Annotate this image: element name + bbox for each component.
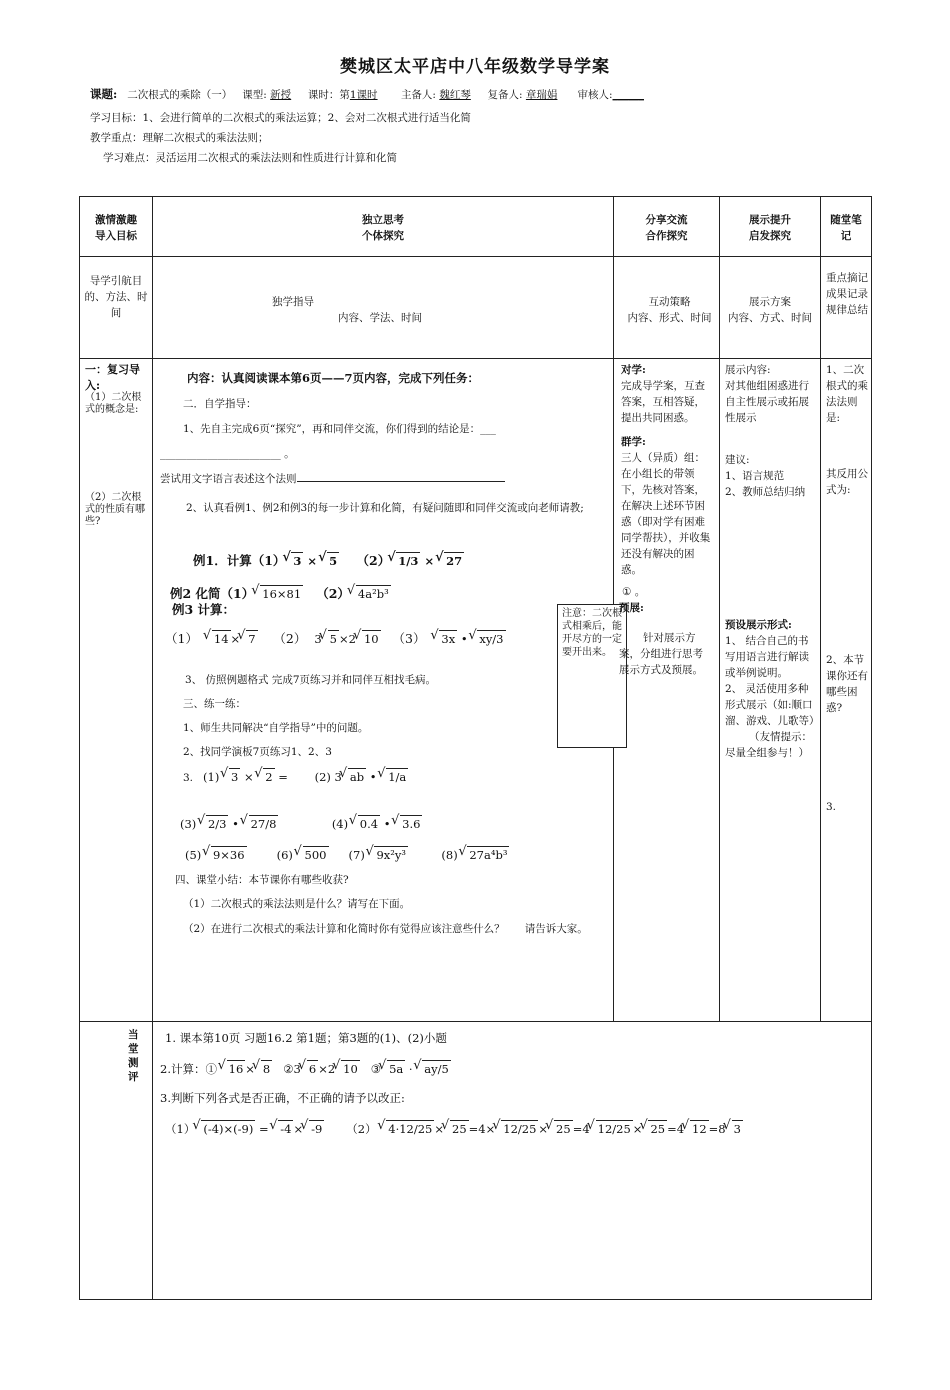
note-1b: 其反用公式为: [826,468,868,496]
practice-3-row2: (3) √ 2/3 • √ 27/8 (4) √ 0.4 • √ 3.6 [180,815,422,833]
review-q2: （2）二次根式的性质有哪些? [85,492,145,527]
circle-item: ① 。 [622,586,646,598]
topic-label: 课题: [90,87,118,101]
table-border-bottom [79,1299,872,1300]
self-guide-title: 二．自学指导： [183,398,257,410]
summary-2: （2）在进行二次根式的乘法计算和化简时你有觉得应该注意些什么？ 请告诉大家。 [183,923,588,935]
summary-1: （1）二次根式的乘法法则是什么？请写在下面。 [183,898,411,910]
test-3-items: （1）√ (-4)×(-9) = √ -4 ×√ -9 （2） √ 4·12/25 ×√ 25 =4×√ 12/25 ×√ 25 =4√ 12/25 ×√ 25 =4√ 12 =8√ 3 [165,1120,743,1137]
co-author-label: 复备人: [487,89,523,101]
review-q1: （1）二次根式的概念是: [85,392,142,415]
note-3: 3. [826,801,837,813]
review-intro: 一：复习导入: [85,363,140,392]
test-3: 3.判断下列各式是否正确，不正确的请予以改正: [160,1091,405,1105]
difficulty: 学习难点：灵活运用二次根式的乘法法则和性质进行计算和化简 [103,152,397,164]
table-line [79,1021,872,1022]
author-value: 魏红琴 [439,89,471,101]
note-box: 注意：二次根式相乘后，能开尽方的一定要开出来。 [557,604,627,748]
table-line [79,256,872,257]
notes-guide: 重点摘记 成果记录 规律总结 [826,272,868,316]
header-import: 激情激趣 导入目标 [95,214,137,242]
author-label: 主备人: [400,89,436,101]
practice-title: 三、练一练： [183,698,246,710]
header-independent: 独立思考 个体探究 [362,214,404,242]
test-label: 当堂测评 [128,1029,139,1083]
pair-study: 对学: 完成导学案，互查答案，互相答疑，提出共同困惑。 [621,364,705,424]
self-study-guide: 独学指导 [272,296,314,308]
example-3-items: （1） √ 14 ×√ 7 （2） 3√ 5 ×2√ 10 （3） √ 3x • √ xy/3 [165,630,506,647]
practice-2: 2、找同学演板7页练习1、2、3 [183,746,332,758]
preset-forms: 预设展示形式: 1、 结合自己的书写用语言进行解读或举例说明。 2、 灵活使用多种形式展示（如:顺口溜、游戏、儿歌等） （友情提示：尽量全组参与！） [725,619,820,759]
co-author-value: 章瑞娟 [525,89,558,101]
type-label: 课型: [242,89,267,101]
practice-3: 3. (1) √ 3 × √ 2 = (2) 3√ ab • √ 1/a [183,768,408,786]
header-show: 展示提升 启发探究 [749,214,791,242]
group-study: 群学: 三人（异质）组：在小组长的带领下，先核对答案，在解决上述环节困惑（即对学有困难同学帮扶），并收集还没有解决的困惑。 [621,436,711,576]
table-border-right [871,196,872,1300]
table-line [152,196,153,1022]
hours-label: 课时：第 [307,89,350,101]
reviewer-value: ______ [612,89,644,101]
header-notes: 随堂笔 记 [830,214,862,242]
preview-title: 预展: [619,602,644,614]
practice-3-row3: (5) √ 9×36 (6) √ 500 (7) √ 9x²y³ (8) √ 27a⁴b³ [185,846,509,864]
topic: 二次根式的乘除（一） [127,89,233,101]
show-content: 展示内容: 对其他组困惑进行自主性展示或拓展性展示 [725,364,809,424]
key-point: 教学重点：理解二次根式的乘法法则； [90,132,269,144]
page-title: 樊城区太平店中八年级数学导学案 [340,57,610,77]
guide-cell: 导学引航目的、方法、时间 [84,275,148,319]
note-1: 1、二次根式的乘法法则是: [826,364,868,424]
advice: 建议: 1、语言规范 2、教师总结归纳 [725,454,806,498]
reviewer-label: 审核人: [577,89,613,101]
step-1: 1、先自主完成6页“探究”，再和同伴交流，你们得到的结论是：___ [183,423,496,435]
example-3: 例3 计算： [172,602,236,617]
table-border-left [79,196,80,1300]
lesson-meta [90,86,644,102]
step-1-blank: _______________________ 。 [160,448,295,460]
example-2: 例2 化简（1）√ 16×81 （2）√ 4a²b³ [170,585,391,602]
table-line [152,1021,153,1300]
test-2: 2.计算：① √ 16 ×√ 8 ②3√ 6 ×2√ 10 ③√ 5a · √ ay/5 [160,1060,451,1077]
header-share: 分享交流 合作探究 [645,214,688,242]
step-1-rule: 尝试用文字语言表述这个法则 [160,471,505,487]
learning-goals: 学习目标：1、会进行简单的二次根式的乘法运算；2、会对二次根式进行适当化简 [90,112,471,124]
step-3: 3、 仿照例题格式 完成7页练习并和同伴互相找毛病。 [185,674,437,686]
note-2: 2、本节课你还有哪些困惑? [826,654,868,714]
preview-text: 针对展示方案，分组进行思考展示方式及预展。 [619,632,703,676]
table-line [79,358,872,359]
practice-1: 1、师生共同解决“自学指导”中的问题。 [183,722,369,734]
table-border-top [79,196,872,197]
step-2: 2、认真看例1、例2和例3的每一步计算和化简，有疑问随即和同伴交流或向老师请教; [186,502,584,514]
summary-title: 四、课堂小结：本节课你有哪些收获? [175,874,349,886]
test-1: 1. 课本第10页 习题16.2 第1题；第3题的(1)、(2)小题 [165,1031,447,1045]
show-plan: 展示方案 内容、方式、时间 [728,296,812,324]
hours-value: 1课时 [349,89,378,101]
example-1: 例1．计算（1）√ 3 × √ 5 （2）√ 1/3 × √ 27 [193,552,464,569]
self-study-sub: 内容、学法、时间 [338,312,422,324]
table-line [719,196,720,1022]
type-value: 新授 [270,89,292,101]
table-line [820,196,821,1022]
reading-task: 内容：认真阅读课本第6页——7页内容，完成下列任务： [187,371,480,385]
interaction-strategy: 互动策略 内容、形式、时间 [627,296,712,324]
